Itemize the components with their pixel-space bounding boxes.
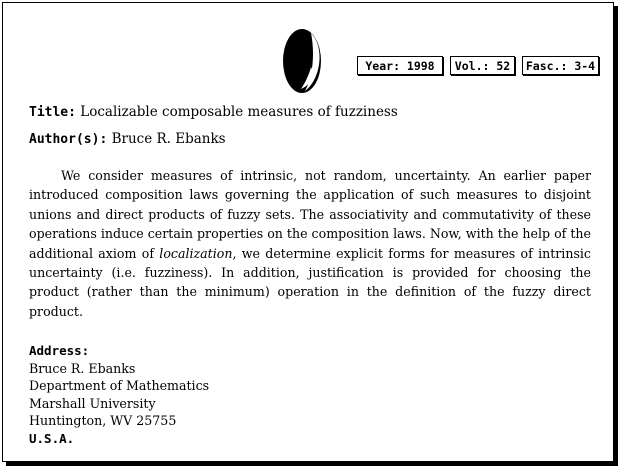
authors-line <box>29 131 226 147</box>
year-badge: Year: 1998 <box>357 56 443 75</box>
address-line: Department of Mathematics <box>29 378 210 394</box>
abstract-emphasis: localization <box>159 245 233 261</box>
address-line: Huntington, WV 25755 <box>29 413 177 429</box>
abstract-part-1: We consider measures of intrinsic, not random, uncertainty. An earlier paper introduced composition laws governing the application of such measures to disjoint unions and direct products of fuzzy sets. The associativity and commutativity of these operations induce certain properties on the composition laws. Now, with the help of the additional axiom of <box>29 168 591 261</box>
abstract-text <box>29 166 591 321</box>
paper-authors: Bruce R. Ebanks <box>111 131 226 147</box>
fascicle-badge: Fasc.: 3-4 <box>522 56 599 75</box>
authors-label: Author(s): <box>29 132 108 147</box>
volume-badge: Vol.: 52 <box>450 56 515 75</box>
address-heading: Address: <box>29 343 90 358</box>
abstract-page <box>2 2 614 462</box>
title-label: Title: <box>29 105 76 120</box>
journal-logo-icon <box>281 27 323 95</box>
paper-title: Localizable composable measures of fuzziness <box>80 104 398 120</box>
title-line <box>29 104 398 120</box>
address-block <box>29 342 209 448</box>
address-line: Bruce R. Ebanks <box>29 360 136 376</box>
address-country: U.S.A. <box>29 430 75 446</box>
address-line: Marshall University <box>29 395 156 411</box>
abstract-part-2: , we determine explicit forms for measures of intrinsic uncertainty (i.e. fuzziness). In addition, justification is provided for choosing the product (rather than the minimum) operation in the definition of the fuzzy direct product. <box>29 245 591 319</box>
